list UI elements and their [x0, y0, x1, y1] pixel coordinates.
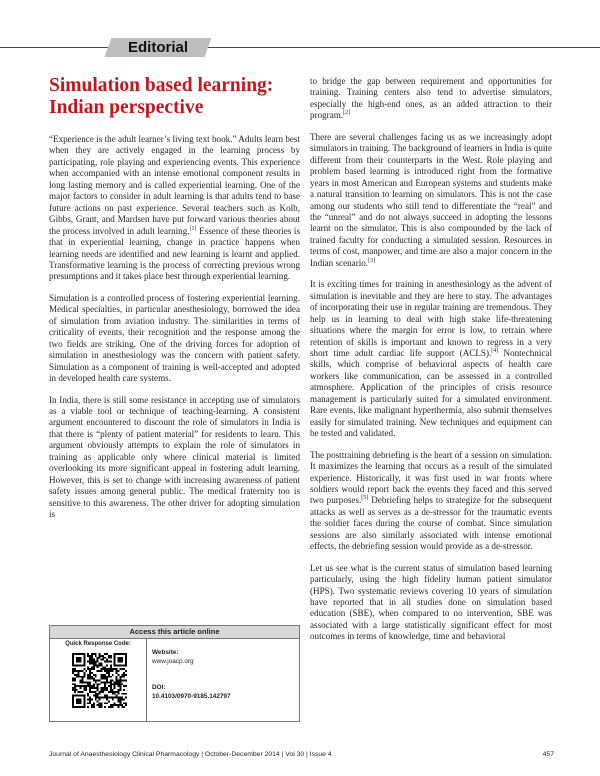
- col2-paragraph: The posttraining debriefing is the heart of a session on simulation. It maximizes the learning that occurs as a result of the simulated experience. Historically, it was first used in war fronts where soldiers would report back the events they faced and this served two purposes.[5] Debriefing helps to strategize for the subsequent attacks as well as serves as a de-stressor for the traumatic events the soldier faces during the course of combat. Since simulation sessions are also similarly associated with intense emotional effects, the debriefing session would provide as a de-stressor.: [310, 449, 552, 552]
- article-title: Simulation based learning: Indian perspective: [49, 75, 274, 118]
- citation-ref[interactable]: [2]: [343, 110, 351, 117]
- citation-ref[interactable]: [3]: [368, 257, 376, 264]
- doi-link[interactable]: 10.4103/0970-9185.142797: [152, 693, 231, 700]
- col2-paragraph: Let us see what is the current status of simulation based learning particularly, using the high fidelity human patient simulator (HPS). Two systematic reviews covering 10 years of simulation have reported that in all studies done on simulation based education (SBE), when compared to no intervention, SBE was associated with a large statistically significant effect for most outcomes in terms of knowledge, time and behavioral: [310, 562, 552, 642]
- col2-paragraph: It is exciting times for training in anesthesiology as the advent of simulation is inevitable and they are here to stay. The advantages of incorporating their use in regular training are tremendous. They help us in learning to deal with high stake life-threatening situations where the margin for error is low, to retrain where retention of skills is important and known to regress in a very short time adult cardiac life support (ACLS).[4] Nontechnical skills, which comprise of behavioral aspects of health care workers like communication, can be assessed in a controlled atmosphere. Application of the principles of crisis resource management is particularly suited for a simulated environment. Rare events, like malignant hyperthermia, also submit themselves easily for simulated training. New techniques and equipment can be tested and validated.: [310, 279, 552, 439]
- col1-paragraph: In India, there is still some resistance in accepting use of simulators as a viable tool or technique of teaching-learning. A consistent argument encountered to discount the role of simulators in India is that there is “plenty of patient material” for residents to learn. This argument obviously attempts to explain the role of simulators in training as applicable only where clinical material is limited overlooking its more significant appeal in fostering adult learning. However, this is set to change with increasing awareness of patient safety issues among general public. The medical fraternity too is sensitive to this awareness. The other driver for adopting simulation is: [49, 394, 300, 520]
- website-link[interactable]: www.joacp.org: [152, 658, 194, 665]
- section-header: [0, 38, 600, 58]
- section-label: Editorial: [127, 39, 188, 56]
- website-label: Website:: [152, 649, 179, 656]
- journal-info: Journal of Anaesthesiology Clinical Pharmacology | October-December 2014 | Vol 30 | Issue 4: [49, 751, 332, 758]
- header-rule: [0, 47, 600, 48]
- article-links: [152, 648, 292, 701]
- col2-paragraph: There are several challenges facing us as we increasingly adopt simulators in training. The background of learners in India is quite different from their counterparts in the West. Role playing and problem based learning is introduced right from the formative years in most American and European systems and students make a natural transition to learning on simulators. This is not the case among our students who still tend to differentiate the “real” and the “unreal” and do not always succeed in adopting the lessons learnt on the simulator. This is also compounded by the lack of trained faculty for conducting a simulated session. Resources in terms of cost, manpower, and time are also a major concern in the Indian scenario.[3]: [310, 131, 552, 268]
- qr-code-icon[interactable]: [72, 653, 127, 708]
- col1-paragraph: “Experience is the adult learner’s living text book.” Adults learn best when they are actively engaged in the learning process by participating, role playing and experiencing events. This experience when accompanied with an intense emotional component results in long lasting memory and is called experiential learning. One of the major factors to consider in adult learning is that adults tend to base future actions on past experience. Several teachers such as Kolb, Gibbs, Grant, and Mardsen have put forward various theories about the process involved in adult learning.[1] Essence of these theories is that in experiential learning, change in practice happens when learning needs are identified and new learning is learnt and applied. Transformative learning is the process of correcting previous wrong presumptions and it takes place best through experiential learning.: [49, 134, 300, 282]
- access-article-box: [49, 625, 300, 722]
- page-footer: [49, 751, 554, 758]
- col1-paragraph: Simulation is a controlled process of fostering experiential learning. Medical specialties, in particular anesthesiology, borrowed the idea of simulation from aviation industry. The similarities in terms of criticality of events, their recognition and the response among the two fields are striking. One of the driving forces for adoption of simulation in anesthesiology was the concern with patient safety. Simulation as a component of training is well-accepted and adopted in developed health care systems.: [49, 292, 300, 384]
- citation-ref[interactable]: [5]: [361, 495, 369, 502]
- access-heading: Access this article online: [50, 626, 299, 639]
- column-left: [49, 134, 300, 531]
- page-number: 457: [542, 751, 554, 758]
- citation-ref[interactable]: [4]: [491, 347, 499, 354]
- qr-panel: [50, 639, 147, 721]
- doi-label: DOI:: [152, 684, 166, 691]
- column-right: [310, 76, 552, 653]
- qr-label: Quick Response Code:: [65, 641, 131, 647]
- citation-ref[interactable]: [1]: [189, 225, 197, 232]
- col2-paragraph: to bridge the gap between requirement and opportunities for training. Training centers also tend to advertise simulators, especially the high-end ones, as an added attraction to their program.[2]: [310, 76, 552, 121]
